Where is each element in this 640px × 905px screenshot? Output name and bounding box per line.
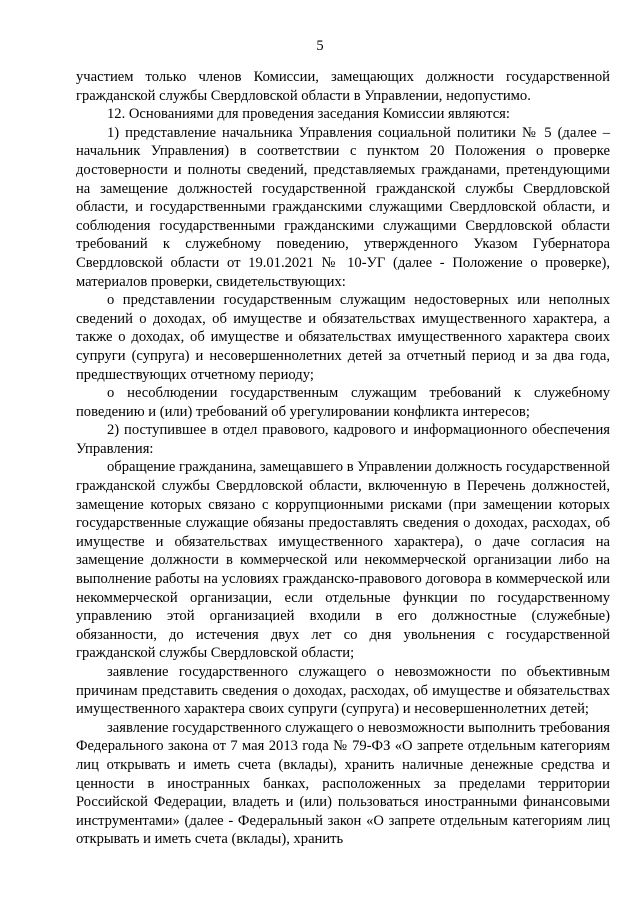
paragraph-citizen-appeal: обращение гражданина, замещавшего в Управлении должность государственной гражданской службы Свердловской области, включенную в Перечень должностей, замещение которых связано с коррупционными рисками (при замещении которых государственные служащие обязаны предоставлять сведения о доходах, расходах, об имуществе и обязательствах имущественного характера), о даче согласия на замещение должности в коммерческой или некоммерческой организации либо на выполнение работы на условиях гражданско-правового договора в коммерческой или некоммерческой организации, если отдельные функции по государственному управлению этой организацией входили в его должностные (служебные) обязанности, до истечения двух лет со дня увольнения с государственной гражданской службы Свердловской области; [76, 459, 610, 662]
paragraph-income-info: о представлении государственным служащим недостоверных или неполных сведений о доходах, об имуществе и обязательствах имущественного характера, а также о доходах, об имуществе и обязательствах имущественного характера своих супруги (супруга) и несовершеннолетних детей за отчетный период и за два года, предшествующих отчетному периоду; [76, 292, 610, 383]
paragraph-item-12: 12. Основаниями для проведения заседания Комиссии являются: [107, 106, 510, 123]
paragraph-federal-law-statement: заявление государственного служащего о невозможности выполнить требования Федерального закона от 7 мая 2013 года № 79-ФЗ «О запрете отдельным категориям лиц открывать и иметь счета (вклады), хранить наличные денежные средства и ценности в иностранных банках, расположенных за пределами территории Российской Федерации, владеть и (или) пользоваться иностранными финансовыми инструментами» (далее - Федеральный закон «О запрете отдельным категориям лиц открывать и иметь счета (вклады), хранить [76, 719, 610, 848]
paragraph-subitem-2: 2) поступившее в отдел правового, кадрового и информационного обеспечения Управления: [76, 422, 610, 457]
page-number: 5 [316, 38, 324, 54]
document-body [76, 68, 610, 849]
paragraph-continuation: участием только членов Комиссии, замещающих должности государственной гражданской службы Свердловской области в Управлении, недопустимо. [76, 69, 610, 104]
paragraph-inability-statement: заявление государственного служащего о невозможности по объективным причинам представить сведения о доходах, расходах, об имуществе и обязательствах имущественного характера своих супруги (супруга) и несовершеннолетних детей; [76, 664, 610, 718]
paragraph-subitem-1: 1) представление начальника Управления социальной политики № 5 (далее – начальник Управления) в соответствии с пунктом 20 Положения о проверке достоверности и полноты сведений, представляемых гражданами, претендующими на замещение должностей государственной гражданской службы Свердловской области, и государственными гражданскими служащими Свердловской области, и соблюдения государственными гражданскими служащими Свердловской области требований к служебному поведению, утвержденного Указом Губернатора Свердловской области от 19.01.2021 № 10-УГ (далее - Положение о проверке), материалов проверки, свидетельствующих: [76, 124, 610, 290]
paragraph-conduct-requirements: о несоблюдении государственным служащим требований к служебному поведению и (или) требований об урегулировании конфликта интересов; [76, 385, 610, 420]
